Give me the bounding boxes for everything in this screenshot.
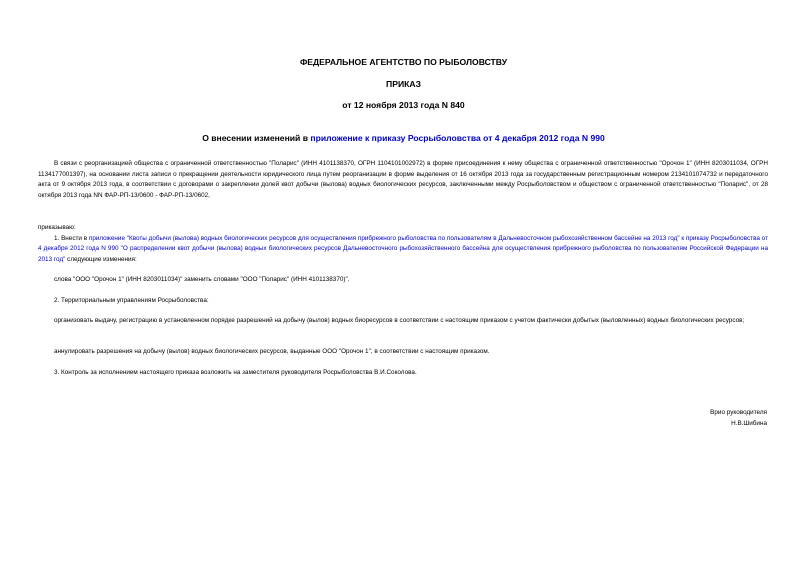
item-2-a: организовать выдачу, регистрацию в установленном порядке разрешений на добычу (вылов) водных биоресурсов в соответствии с настоящим приказом с учетом фактически добытых (выловленных) водных биологических ресурсов; xyxy=(54,317,745,324)
item-2-b: аннулировать разрешения на добычу (вылов) водных биологических ресурсов, выданные ООО "Орочон 1", в соответствии с настоящим приказом. xyxy=(54,348,490,355)
item-3: 3. Контроль за исполнением настоящего приказа возложить на заместителя руководителя Росрыболовства В.И.Соколова. xyxy=(54,369,417,376)
intro-paragraph: В связи с реорганизацией общества с ограниченной ответственностью "Поларис" (ИНН 4101138370, ОГРН 1104101002972) в форме присоединения к нему общества с ограниченной ответственностью "Орочон 1" (ИНН 8203011034, ОГРН 1134177001397), на основании листа записи о прекращении деятельности юридического лица путем реорганизации в форме выделения от 16 октября 2013 года за государственным регистрационным номером 2134101074732 и передаточного акта от 9 октября 2013 года, в соответствии с договорами о закреплении долей квот добычи (вылова) водных биологических ресурсов, заключенными между Росрыболовством и обществом с ограниченной ответственностью "Поларис", от 28 октября 2013 года NN ФАР-РП-13/0600 - ФАР-РП-13/0602, xyxy=(38,160,768,199)
replace-text: слова "ООО "Орочон 1" (ИНН 8203011034)" заменить словами "ООО "Поларис" (ИНН 4101138370)". xyxy=(54,276,350,283)
order-paragraph xyxy=(38,223,768,265)
item-1-link[interactable]: приложение "Квоты добычи (вылова) водных биологических ресурсов для осуществления прибрежного рыболовства по пользователям в Дальневосточном рыбохозяйственном бассейне на 2013 год" к приказу Росрыболовства от 4 декабря 2012 года N 990 "О распределении квот добычи (вылова) водных биологических ресурсов Дальневосточного рыбохозяйственного бассейна для осуществления прибрежного рыболовства по пользователям Российской Федерации на 2013 год" xyxy=(38,234,768,263)
order-word: приказываю: xyxy=(38,224,76,231)
document-date: от 12 ноября 2013 года N 840 xyxy=(342,100,465,110)
item-1-prefix: 1. Внести в xyxy=(54,234,89,242)
subject-prefix: О внесении изменений в xyxy=(202,133,311,143)
item-2: 2. Территориальным управлениям Росрыболовства: xyxy=(54,297,209,304)
document-subject xyxy=(0,133,807,144)
subject-link[interactable]: приложение к приказу Росрыболовства от 4 декабря 2012 года N 990 xyxy=(310,133,605,143)
item-1-suffix: следующие изменения: xyxy=(65,255,137,263)
signature-name: Н.В.Шибина xyxy=(731,420,767,427)
document-type: ПРИКАЗ xyxy=(386,79,421,89)
agency-name: ФЕДЕРАЛЬНОЕ АГЕНТСТВО ПО РЫБОЛОВСТВУ xyxy=(299,57,508,67)
item-1 xyxy=(38,234,768,266)
signature-title: Врио руководителя xyxy=(710,409,767,416)
